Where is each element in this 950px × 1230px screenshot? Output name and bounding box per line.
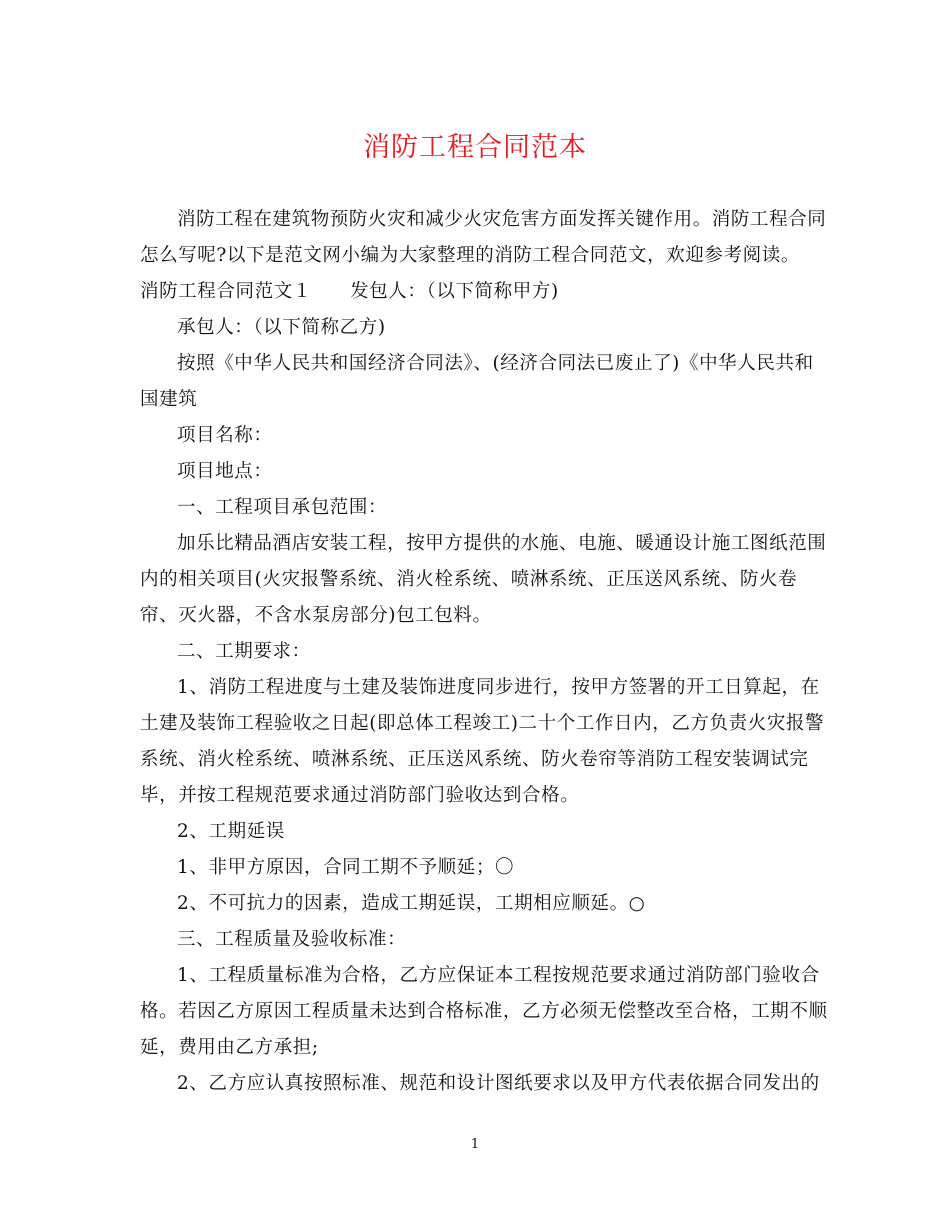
paragraph-line: 帘、灭火器，不含水泵房部分)包工包料。 [140, 605, 492, 626]
paragraph-line: 消防工程合同范文１ 发包人：（以下简称甲方) [140, 281, 559, 302]
paragraph-line: 毕，并按工程规范要求通过消防部门验收达到合格。 [140, 785, 580, 806]
paragraph-line: 1、非甲方原因，合同工期不予顺延；〇 [177, 857, 515, 878]
paragraph-line: 项目地点： [177, 461, 273, 482]
paragraph-line: 国建筑 [140, 389, 198, 410]
paragraph-line: 1、消防工程进度与土建及装饰进度同步进行，按甲方签署的开工日算起，在 [177, 677, 820, 698]
paragraph-line: 加乐比精品酒店安装工程，按甲方提供的水施、电施、暖通设计施工图纸范围 [177, 533, 827, 554]
paragraph-line: 系统、消火栓系统、喷淋系统、正压送风系统、防火卷帘等消防工程安装调试完 [140, 749, 809, 770]
paragraph-line: 2、工期延误 [177, 821, 285, 842]
paragraph-line: 2、乙方应认真按照标准、规范和设计图纸要求以及甲方代表依据合同发出的 [177, 1073, 820, 1094]
paragraph-line: 土建及装饰工程验收之日起(即总体工程竣工)二十个工作日内，乙方负责火灾报警 [140, 713, 825, 734]
paragraph-line: 消防工程在建筑物预防火灾和减少火灾危害方面发挥关键作用。消防工程合同 [177, 209, 827, 230]
paragraph-line: 怎么写呢?以下是范文网小编为大家整理的消防工程合同范文，欢迎参考阅读。 [140, 245, 800, 266]
section-heading: 二、工期要求： [177, 641, 311, 662]
document-title: 消防工程合同范本 [363, 132, 587, 163]
paragraph-line: 格。若因乙方原因工程质量未达到合格标准，乙方必须无偿整改至合格，工期不顺 [140, 1001, 828, 1022]
paragraph-line: 按照《中华人民共和国经济合同法》、(经济合同法已废止了)《中华人民共和 [177, 353, 814, 374]
paragraph-line: 延，费用由乙方承担; [140, 1037, 319, 1058]
section-heading: 一、工程项目承包范围： [177, 497, 388, 518]
document-body [140, 202, 828, 1102]
paragraph-line: 1、工程质量标准为合格，乙方应保证本工程按规范要求通过消防部门验收合 [177, 965, 820, 986]
paragraph-line: 承包人：（以下简称乙方) [177, 317, 386, 338]
paragraph-line: 2、不可抗力的因素，造成工期延误，工期相应顺延。○ [177, 893, 646, 914]
paragraph-line: 内的相关项目(火灾报警系统、消火栓系统、喷淋系统、正压送风系统、防火卷 [140, 569, 798, 590]
page-number: 1 [470, 1137, 480, 1152]
section-heading: 三、工程质量及验收标准： [177, 929, 407, 950]
paragraph-line: 项目名称： [177, 425, 273, 446]
